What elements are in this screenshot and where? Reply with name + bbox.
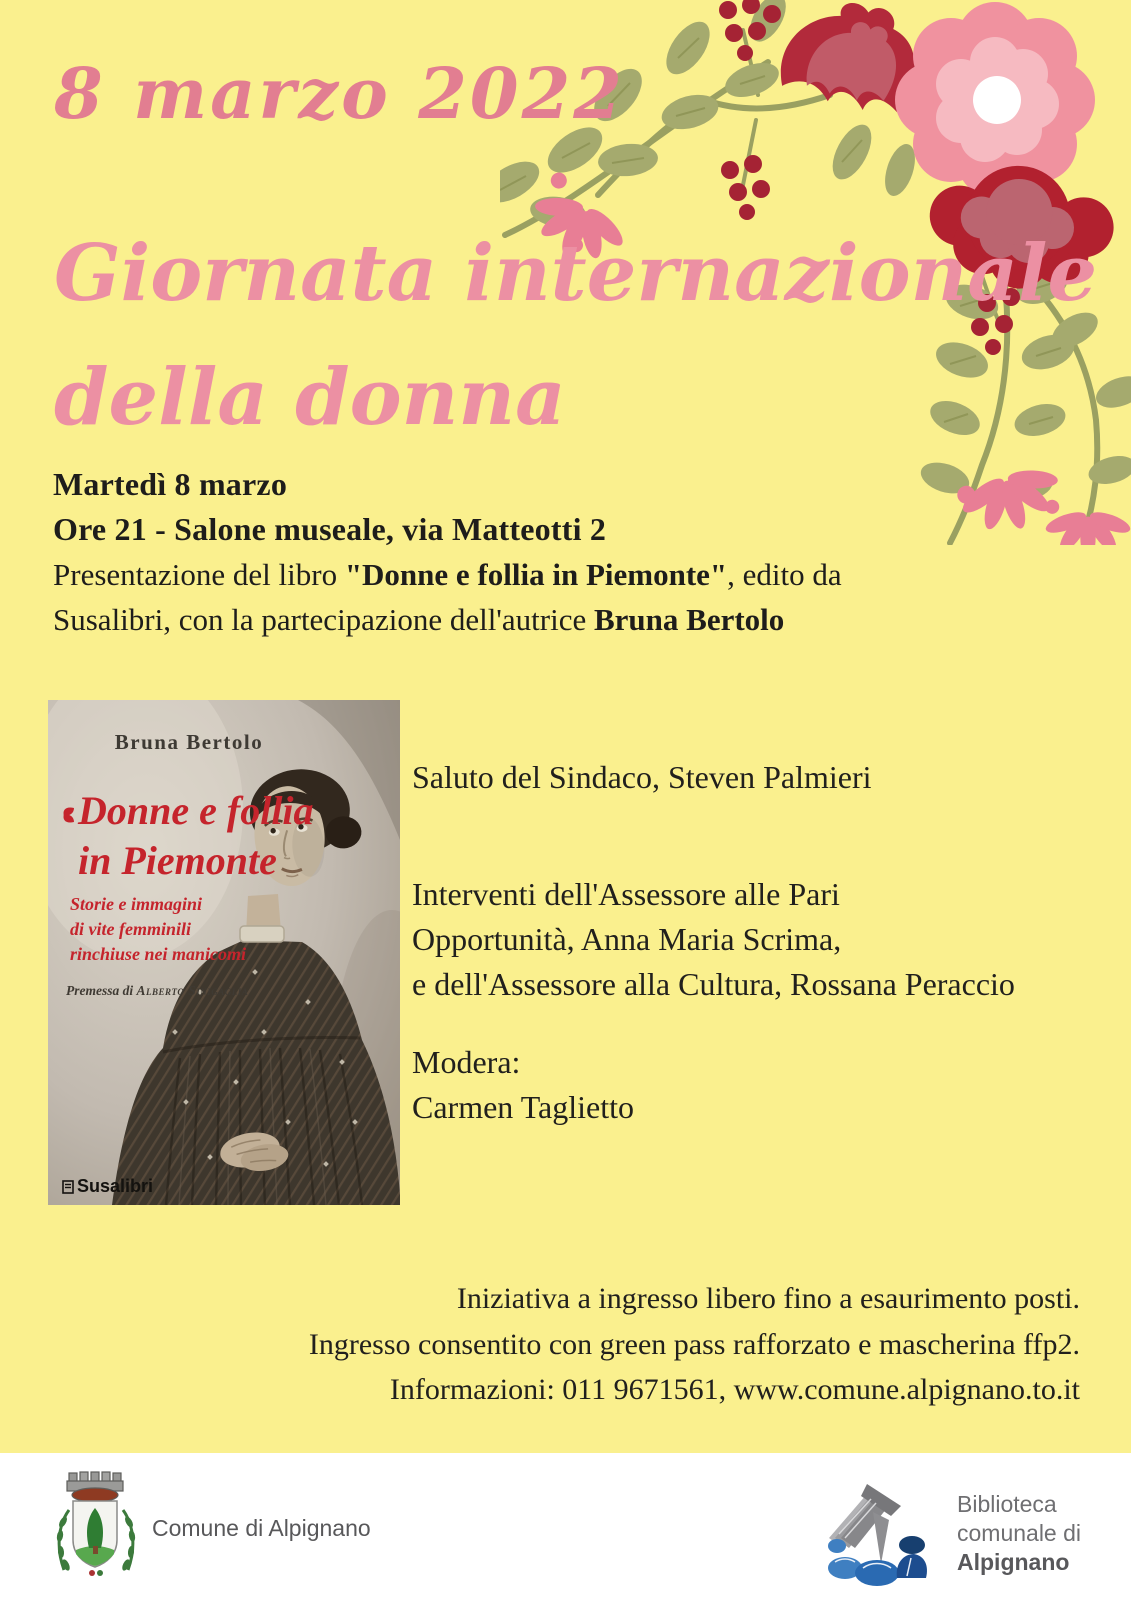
event-details [53,462,842,642]
admission-notes [309,1276,1080,1413]
library-logo-icon [815,1466,935,1591]
book-publisher: Susalibri [62,1176,153,1197]
library-label: Biblioteca comunale di Alpignano [957,1491,1082,1575]
event-time-place: Ore 21 - Salone museale, via Matteotti 2 [53,511,607,547]
poster-title-line1: Giornata internazionale [54,228,1098,319]
comune-crest-icon [52,1470,140,1582]
book-preface: Premessa di Alberto Sinigaglia [66,983,249,998]
admission-note-2: Ingresso consentito con green pass rafforzato e mascherina ffp2. [308,1327,1080,1361]
program-greeting: Saluto del Sindaco, Steven Palmieri [412,759,872,795]
poster-title [54,212,1097,460]
pink-flower-graphic [895,2,1095,198]
publisher-mark-icon [62,1179,74,1194]
footer-bar [0,1453,1131,1600]
contact-info: Informazioni: 011 9671561, www.comune.alpignano.to.it [389,1373,1080,1406]
program-moderator: Modera: Carmen Taglietto [412,1044,634,1125]
book-cover [48,700,400,1205]
admission-note-1: Iniziativa a ingresso libero fino a esaurimento posti. [456,1282,1080,1315]
book-author: Bruna Bertolo [114,730,264,754]
event-description-line2: Susalibri, con la partecipazione dell'autrice Bruna Bertolo [53,602,785,637]
poster-title-line2: della donna [54,352,566,443]
event-description-line1: Presentazione del libro "Donne e follia in Piemonte", edito da [53,557,842,592]
poster-date-heading: 8 marzo 2022 [54,52,626,135]
comune-label: Comune di Alpignano [152,1515,371,1541]
book-title: Donne e follia in Piemonte [78,788,314,883]
program-speakers: Interventi dell'Assessore alle Pari Opportunità, Anna Maria Scrima, e dell'Assessore alla Cultura, Rossana Peraccio [412,876,1015,1002]
book-subtitle: Storie e immagini di vite femminili rinchiuse nei manicomi [70,894,247,964]
event-day: Martedì 8 marzo [53,466,288,502]
title-ornament-icon [62,800,78,830]
